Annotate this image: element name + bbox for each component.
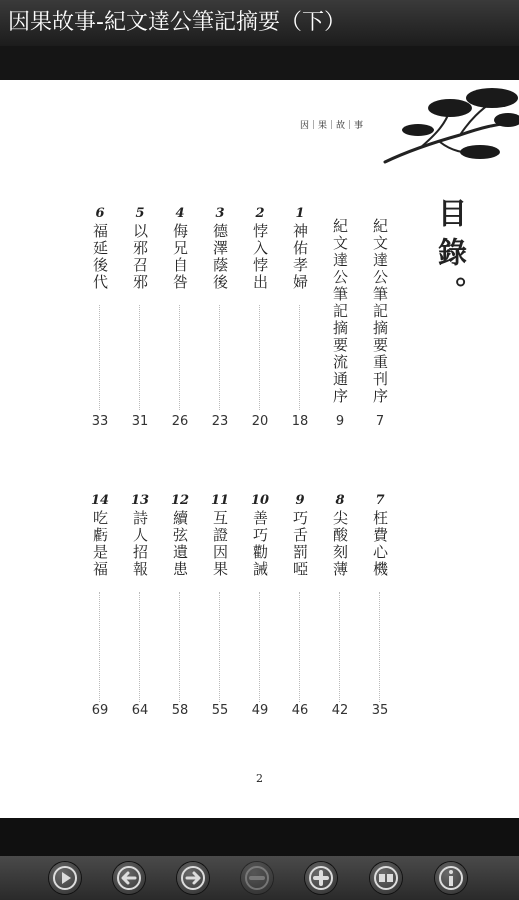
entry-page: 49 (251, 703, 269, 718)
entry-page: 23 (211, 414, 229, 429)
info-icon (435, 862, 467, 894)
leader-dots (179, 592, 180, 702)
entry-title: 神佑孝婦 (291, 223, 309, 291)
entry-title: 巧舌罰啞 (291, 510, 309, 578)
toc-entry[interactable] (365, 492, 395, 718)
entry-number: 13 (130, 493, 150, 508)
toc-entry[interactable] (125, 205, 155, 429)
toc-entry[interactable] (165, 205, 195, 429)
entry-number: 12 (170, 493, 190, 508)
entry-number: 5 (135, 206, 145, 221)
entry-title: 吃虧是福 (91, 510, 109, 578)
bottom-band (0, 818, 519, 856)
two-page-icon (370, 862, 402, 894)
leader-dots (219, 592, 220, 702)
info-button[interactable] (435, 862, 467, 894)
entry-title: 續弦遺患 (171, 510, 189, 578)
leader-dots (99, 592, 100, 702)
arrow-left-icon (113, 862, 145, 894)
toc-entry-intro-1[interactable] (365, 200, 395, 440)
entry-title: 尖酸刻薄 (331, 510, 349, 578)
running-header: 因｜果｜故｜事 (300, 121, 364, 131)
entry-title: 德澤蔭後 (211, 223, 229, 291)
leader-dots (299, 305, 300, 410)
entry-number: 7 (375, 493, 385, 508)
toc-entry[interactable] (85, 205, 115, 429)
toc-entry[interactable] (245, 492, 275, 718)
entry-title: 枉費心機 (371, 510, 389, 578)
entry-number: 8 (335, 493, 345, 508)
leader-dots (259, 592, 260, 702)
entry-number: 6 (95, 206, 105, 221)
two-page-view-button[interactable] (370, 862, 402, 894)
leader-dots (179, 305, 180, 410)
top-band (0, 46, 519, 80)
leader-dots (339, 592, 340, 702)
entry-page: 58 (171, 703, 189, 718)
entry-page: 26 (171, 414, 189, 429)
play-icon (49, 862, 81, 894)
book-page[interactable] (0, 80, 519, 818)
next-page-button[interactable] (177, 862, 209, 894)
arrow-right-icon (177, 862, 209, 894)
entry-title: 詩人招報 (131, 510, 149, 578)
page-number: 2 (256, 772, 263, 785)
entry-number: 9 (295, 493, 305, 508)
toc-entry[interactable] (165, 492, 195, 718)
entry-number: 1 (295, 206, 305, 221)
reader-toolbar (0, 856, 519, 900)
toc-entry[interactable] (85, 492, 115, 718)
toc-entry[interactable] (125, 492, 155, 718)
leader-dots (139, 305, 140, 410)
entry-title: 善巧勸誡 (251, 510, 269, 578)
entry-page: 64 (131, 703, 149, 718)
entry-page: 18 (291, 414, 309, 429)
toc-heading: 目錄。 (434, 198, 468, 315)
window-title: 因果故事-紀文達公筆記摘要（下） (0, 0, 519, 46)
toc-entry[interactable] (205, 492, 235, 718)
toc-entry[interactable] (205, 205, 235, 429)
leader-dots (299, 592, 300, 702)
entry-title: 侮兄自咎 (171, 223, 189, 291)
zoom-out-button[interactable] (241, 862, 273, 894)
toc-entry[interactable] (325, 492, 355, 718)
entry-page: 42 (331, 703, 349, 718)
toc-entry[interactable] (285, 205, 315, 429)
entry-page: 35 (371, 703, 389, 718)
play-button[interactable] (49, 862, 81, 894)
leader-dots (259, 305, 260, 410)
leader-dots (219, 305, 220, 410)
toc-entry[interactable] (245, 205, 275, 429)
entry-title: 悖入悖出 (251, 223, 269, 291)
entry-page: 20 (251, 414, 269, 429)
entry-number: 4 (175, 206, 185, 221)
zoom-out-icon (241, 862, 273, 894)
entry-title: 紀文達公筆記摘要流通序 (331, 218, 349, 405)
zoom-in-button[interactable] (305, 862, 337, 894)
entry-number: 11 (210, 493, 230, 508)
entry-number: 3 (215, 206, 225, 221)
leader-dots (99, 305, 100, 410)
entry-title: 以邪召邪 (131, 223, 149, 291)
zoom-in-icon (305, 862, 337, 894)
entry-title: 紀文達公筆記摘要重刊序 (371, 218, 389, 405)
entry-title: 互證因果 (211, 510, 229, 578)
entry-page: 33 (91, 414, 109, 429)
entry-page: 31 (131, 414, 149, 429)
entry-page: 9 (335, 414, 345, 429)
entry-number: 10 (250, 493, 270, 508)
entry-page: 46 (291, 703, 309, 718)
entry-title: 福延後代 (91, 223, 109, 291)
leader-dots (379, 592, 380, 702)
entry-page: 55 (211, 703, 229, 718)
toc-entry-intro-2[interactable] (325, 200, 355, 440)
pine-branch-illustration (380, 80, 519, 170)
leader-dots (139, 592, 140, 702)
entry-number: 2 (255, 206, 265, 221)
previous-page-button[interactable] (113, 862, 145, 894)
entry-number: 14 (90, 493, 110, 508)
toc-entry[interactable] (285, 492, 315, 718)
entry-page: 7 (375, 414, 385, 429)
entry-page: 69 (91, 703, 109, 718)
